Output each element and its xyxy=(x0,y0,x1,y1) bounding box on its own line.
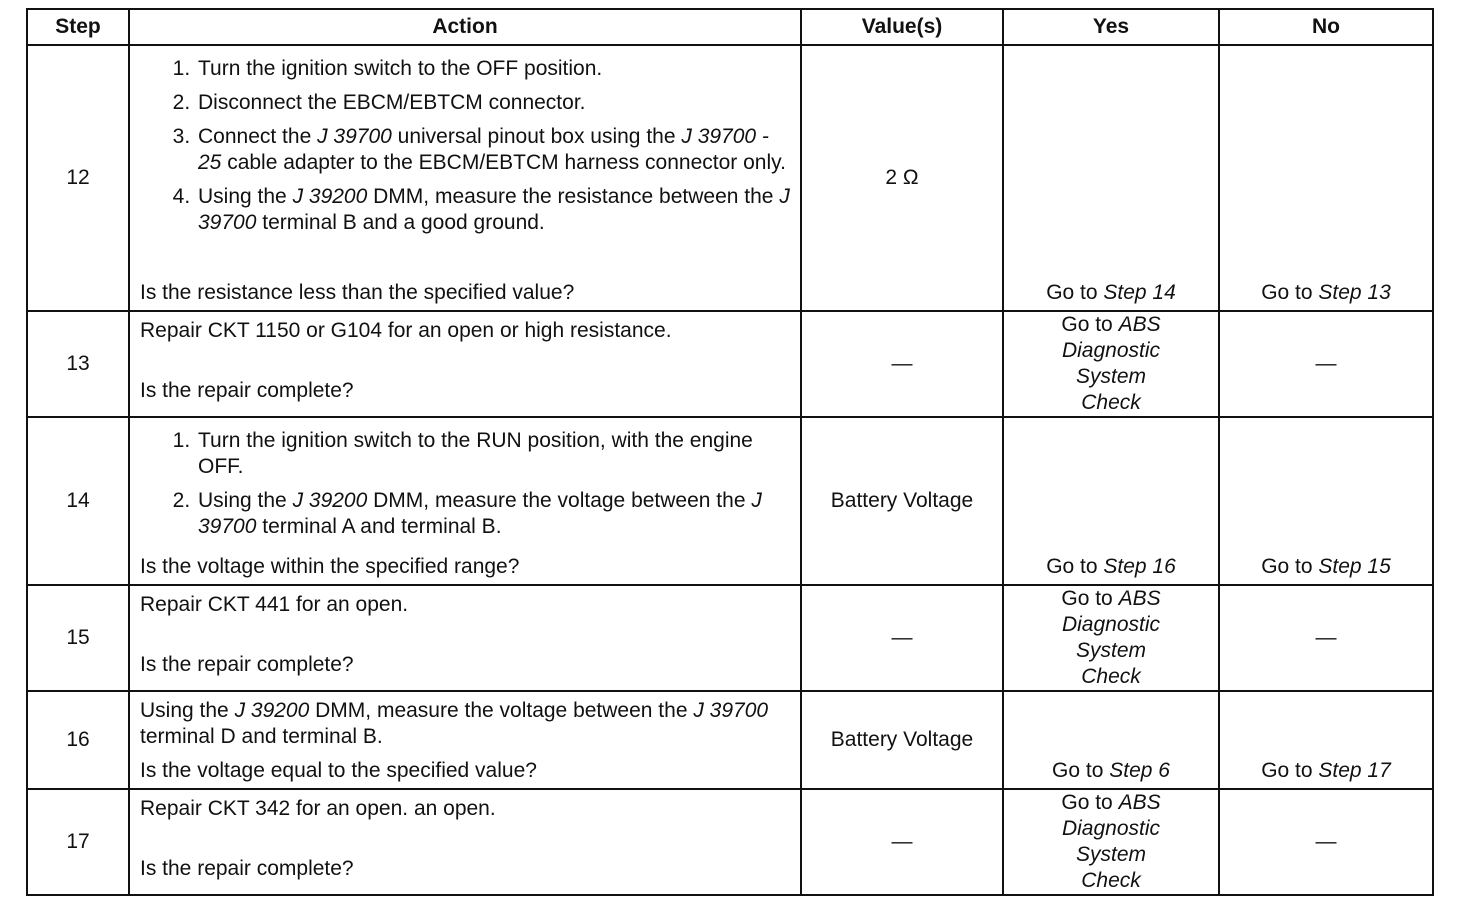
text-segment: Turn the ignition switch to the OFF position. xyxy=(198,57,603,80)
reference-text: Step 13 xyxy=(1318,281,1391,304)
table-row xyxy=(27,789,1433,895)
action-cell xyxy=(129,417,801,585)
text-segment: — xyxy=(1315,830,1337,853)
action-cell xyxy=(129,585,801,691)
text-segment: terminal D and terminal B. xyxy=(140,725,383,748)
yes-result xyxy=(1003,45,1219,311)
step-number: 14 xyxy=(27,417,129,585)
reference-text: J 39700 xyxy=(198,489,762,538)
table-row xyxy=(27,417,1433,585)
text-segment: universal pinout box using the xyxy=(391,125,682,148)
text-segment: Go to xyxy=(1261,281,1319,304)
value-cell: Battery Voltage xyxy=(801,417,1003,585)
header-step: Step xyxy=(27,9,129,45)
text-segment: Repair CKT 342 for an open. an open. xyxy=(140,797,496,820)
action-step xyxy=(196,428,790,480)
action-text xyxy=(140,698,790,750)
text-segment: Go to xyxy=(1046,555,1104,578)
text-segment: Go to xyxy=(1061,313,1119,336)
text-segment: cable adapter to the EBCM/EBTCM harness connector only. xyxy=(221,151,786,174)
text-segment: DMM, measure the voltage between the xyxy=(367,489,752,512)
table-row xyxy=(27,311,1433,417)
action-text xyxy=(140,592,790,618)
step-number: 12 xyxy=(27,45,129,311)
reference-text: Step 16 xyxy=(1103,555,1176,578)
text-segment: Connect the xyxy=(198,125,318,148)
header-no: No xyxy=(1219,9,1433,45)
text-segment: Turn the ignition switch to the RUN position, with the engine OFF. xyxy=(198,429,753,478)
reference-text: J 39200 xyxy=(292,185,368,208)
yes-result xyxy=(1003,789,1219,895)
action-instructions xyxy=(140,52,790,244)
no-result xyxy=(1219,417,1433,585)
action-content xyxy=(140,592,790,678)
value-cell: Battery Voltage xyxy=(801,691,1003,789)
action-step xyxy=(196,184,790,236)
reference-text: ABS Diagnostic System Check xyxy=(1061,313,1161,414)
text-segment: DMM, measure the resistance between the xyxy=(367,185,780,208)
action-steps-list xyxy=(140,428,790,540)
action-content xyxy=(140,424,790,580)
action-step xyxy=(196,488,790,540)
action-question: Is the voltage within the specified range? xyxy=(140,555,520,578)
action-question: Is the voltage equal to the specified value? xyxy=(140,759,537,782)
text-segment: Using the xyxy=(198,185,293,208)
reference-text: J 39700 xyxy=(693,699,769,722)
action-steps-list xyxy=(140,56,790,236)
action-step xyxy=(196,90,790,116)
value-cell: — xyxy=(801,311,1003,417)
action-question: Is the repair complete? xyxy=(140,857,354,880)
value-cell: — xyxy=(801,585,1003,691)
text-segment: Disconnect the EBCM/EBTCM connector. xyxy=(198,91,586,114)
text-segment: Go to xyxy=(1261,759,1319,782)
action-text xyxy=(140,796,790,822)
text-segment: Using the xyxy=(198,489,293,512)
action-question: Is the repair complete? xyxy=(140,653,354,676)
action-cell xyxy=(129,789,801,895)
reference-text: J 39700 xyxy=(317,125,392,148)
text-segment: — xyxy=(1315,626,1337,649)
text-segment: Using the xyxy=(140,699,235,722)
action-instructions xyxy=(140,592,790,618)
text-segment: Repair CKT 1150 or G104 for an open or high resistance. xyxy=(140,319,672,342)
table-row xyxy=(27,691,1433,789)
no-result xyxy=(1219,585,1433,691)
action-content xyxy=(140,698,790,784)
step-number: 16 xyxy=(27,691,129,789)
action-instructions xyxy=(140,796,790,822)
action-instructions xyxy=(140,698,790,750)
yes-result xyxy=(1003,417,1219,585)
header-values: Value(s) xyxy=(801,9,1003,45)
action-question: Is the repair complete? xyxy=(140,379,354,402)
reference-text: Step 15 xyxy=(1318,555,1391,578)
step-number: 17 xyxy=(27,789,129,895)
text-segment: terminal B and a good ground. xyxy=(256,211,545,234)
action-instructions xyxy=(140,424,790,548)
text-segment: — xyxy=(1315,352,1337,375)
table-body xyxy=(27,45,1433,895)
action-instructions xyxy=(140,318,790,344)
text-segment: DMM, measure the voltage between the xyxy=(309,699,694,722)
table-row xyxy=(27,45,1433,311)
yes-result xyxy=(1003,691,1219,789)
text-segment: terminal A and terminal B. xyxy=(256,515,502,538)
action-step xyxy=(196,56,790,82)
no-result xyxy=(1219,311,1433,417)
header-yes: Yes xyxy=(1003,9,1219,45)
action-cell xyxy=(129,45,801,311)
reference-text: Step 14 xyxy=(1103,281,1176,304)
yes-result xyxy=(1003,585,1219,691)
text-segment: Go to xyxy=(1261,555,1319,578)
header-row xyxy=(27,9,1433,45)
diagnostic-table xyxy=(26,8,1434,896)
reference-text: ABS Diagnostic System Check xyxy=(1061,791,1161,892)
reference-text: Step 17 xyxy=(1318,759,1391,782)
reference-text: Step 6 xyxy=(1109,759,1170,782)
action-text xyxy=(140,318,790,344)
action-cell xyxy=(129,691,801,789)
yes-result xyxy=(1003,311,1219,417)
step-number: 15 xyxy=(27,585,129,691)
action-cell xyxy=(129,311,801,417)
action-step xyxy=(196,124,790,176)
value-cell: — xyxy=(801,789,1003,895)
no-result xyxy=(1219,789,1433,895)
text-segment: Go to xyxy=(1061,587,1119,610)
table-row xyxy=(27,585,1433,691)
value-cell: 2 Ω xyxy=(801,45,1003,311)
step-number: 13 xyxy=(27,311,129,417)
action-content xyxy=(140,796,790,882)
reference-text: J 39200 xyxy=(234,699,310,722)
reference-text: ABS Diagnostic System Check xyxy=(1061,587,1161,688)
action-content xyxy=(140,52,790,306)
reference-text: J 39700 xyxy=(198,185,790,234)
text-segment: Go to xyxy=(1046,281,1104,304)
reference-text: J 39200 xyxy=(292,489,368,512)
text-segment: Repair CKT 441 for an open. xyxy=(140,593,409,616)
header-action: Action xyxy=(129,9,801,45)
no-result xyxy=(1219,691,1433,789)
reference-text: J 39700 - 25 xyxy=(198,125,769,174)
no-result xyxy=(1219,45,1433,311)
action-content xyxy=(140,318,790,404)
text-segment: Go to xyxy=(1061,791,1119,814)
text-segment: Go to xyxy=(1052,759,1110,782)
action-question: Is the resistance less than the specified value? xyxy=(140,281,575,304)
